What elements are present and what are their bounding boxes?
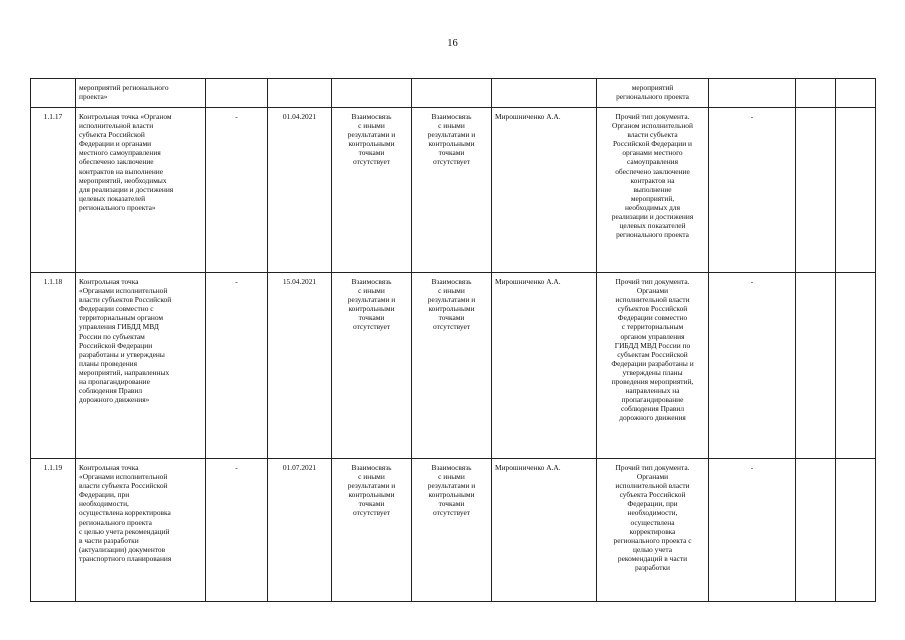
name-line: территориальным органом: [79, 313, 164, 323]
doc-line: разработки: [634, 563, 670, 573]
doc-line: дорожного движения: [619, 413, 686, 423]
cell-start: -: [206, 459, 268, 602]
doc-line: субъекта Российской: [619, 490, 686, 500]
successor-line: результатами и: [427, 481, 476, 491]
cell-extra-2: [836, 79, 876, 108]
cell-predecessors: [332, 79, 412, 108]
name-line: (актуализации) документов: [79, 544, 166, 554]
doc-line: органами местного: [622, 148, 683, 158]
doc-line: Органами: [636, 472, 669, 482]
cell-extra-2: [836, 273, 876, 459]
cell-level: -: [709, 273, 796, 459]
doc-line: с территориальным: [621, 322, 684, 332]
cell-num: [31, 79, 76, 108]
doc-line: Федерации, при: [627, 499, 678, 509]
doc-line: Прочий тип документа.: [615, 112, 690, 121]
doc-line: направленных на: [625, 386, 680, 396]
cell-level: -: [709, 108, 796, 273]
table-row: [31, 459, 876, 602]
doc-line: Федерации совместно: [617, 313, 688, 323]
successor-line: точками: [438, 148, 465, 158]
name-line: для реализации и достижения: [79, 184, 174, 194]
cell-level: -: [709, 459, 796, 602]
name-line: дорожного движения»: [79, 395, 150, 405]
doc-line: контрактов на: [630, 175, 675, 185]
name-line: на пропагандирование: [79, 377, 150, 387]
cell-successors: [412, 273, 492, 459]
name-line: «Органами исполнительной: [79, 472, 168, 482]
doc-line: ГИБДД МВД России по: [614, 340, 691, 350]
doc-line: выполнение: [633, 184, 672, 194]
name-line: России по субъектам: [79, 331, 145, 341]
predecessor-line: контрольными: [348, 139, 395, 149]
cell-end: 01.07.2021: [268, 459, 332, 602]
doc-line: Прочий тип документа.: [615, 277, 690, 286]
predecessor-line: с иными: [358, 472, 385, 482]
doc-line: утверждены планы: [622, 367, 683, 377]
cell-start: -: [206, 273, 268, 459]
predecessor-line: результатами и: [347, 481, 396, 491]
name-line: местного самоуправления: [79, 148, 161, 158]
name-line: мероприятий, необходимых: [79, 175, 167, 185]
doc-line: исполнительной власти: [615, 481, 690, 491]
control-points-table: [30, 78, 876, 602]
doc-line: осуществлена: [630, 517, 675, 527]
name-line: мероприятий регионального: [79, 83, 169, 92]
name-line: с целью учета рекомендаций: [79, 526, 170, 536]
name-line: управления ГИБДД МВД: [79, 322, 159, 332]
predecessor-line: Взаимосвязь: [351, 112, 392, 121]
name-line: Российской Федерации: [79, 340, 153, 350]
doc-line: регионального проекта: [616, 92, 689, 102]
doc-line: Органами: [636, 286, 669, 296]
doc-line: субъектов Российской: [617, 304, 688, 314]
name-line: Федерации, при: [79, 490, 130, 500]
cell-start: [206, 79, 268, 108]
successor-line: отсутствует: [433, 157, 470, 167]
doc-line: Российской Федерации и: [613, 139, 692, 149]
name-line: транспортного планирования: [79, 553, 172, 563]
name-line: осуществлена корректировка: [79, 508, 171, 518]
successor-line: с иными: [438, 286, 465, 296]
cell-start: -: [206, 108, 268, 273]
predecessor-line: с иными: [358, 286, 385, 296]
table-row-continuation: [31, 79, 876, 108]
cell-end: 15.04.2021: [268, 273, 332, 459]
table-body: [31, 79, 876, 602]
doc-line: регионального проекта: [616, 230, 689, 240]
successor-line: Взаимосвязь: [431, 277, 472, 286]
name-line: соблюдения Правил: [79, 386, 143, 396]
table-row: [31, 108, 876, 273]
cell-successors: [412, 108, 492, 273]
name-line: регионального проекта: [79, 517, 152, 527]
cell-end: [268, 79, 332, 108]
name-line: Контрольная точка: [79, 463, 139, 472]
cell-extra-2: [836, 108, 876, 273]
cell-successors: [412, 79, 492, 108]
cell-extra-1: [796, 459, 836, 602]
successor-line: результатами и: [427, 130, 476, 140]
cell-document: [597, 459, 709, 602]
name-line: планы проведения: [79, 358, 138, 368]
name-line: Контрольная точка «Органом: [79, 112, 172, 121]
successor-line: отсутствует: [433, 508, 470, 518]
cell-responsible: Мирошниченко А.А.: [492, 459, 597, 602]
doc-line: самоуправления: [626, 157, 679, 167]
name-line: власти субъектов Российской: [79, 295, 172, 305]
predecessor-line: отсутствует: [353, 508, 390, 518]
successor-line: точками: [438, 499, 465, 509]
doc-line: обеспечено заключение: [615, 166, 690, 176]
table-row: [31, 273, 876, 459]
doc-line: мероприятий: [631, 83, 674, 92]
predecessor-line: отсутствует: [353, 157, 390, 167]
predecessor-line: точками: [358, 148, 385, 158]
cell-name: [76, 108, 206, 273]
successor-line: точками: [438, 313, 465, 323]
cell-end: 01.04.2021: [268, 108, 332, 273]
name-line: разработаны и утверждены: [79, 349, 165, 359]
name-line: проекта»: [79, 92, 108, 102]
cell-document: [597, 108, 709, 273]
successor-line: контрольными: [428, 304, 475, 314]
name-line: исполнительной власти: [79, 121, 154, 131]
cell-document: [597, 79, 709, 108]
cell-predecessors: [332, 273, 412, 459]
cell-successors: [412, 459, 492, 602]
name-line: субъекта Российской: [79, 130, 145, 140]
successor-line: Взаимосвязь: [431, 463, 472, 472]
doc-line: исполнительной власти: [615, 295, 690, 305]
cell-extra-2: [836, 459, 876, 602]
doc-line: целью учета: [633, 544, 672, 554]
predecessor-line: точками: [358, 313, 385, 323]
cell-name: [76, 273, 206, 459]
successor-line: результатами и: [427, 295, 476, 305]
successor-line: с иными: [438, 472, 465, 482]
name-line: «Органами исполнительной: [79, 286, 168, 296]
cell-responsible: Мирошниченко А.А.: [492, 108, 597, 273]
predecessor-line: результатами и: [347, 295, 396, 305]
name-line: мероприятий, направленных: [79, 367, 170, 377]
doc-line: целевых показателей: [619, 221, 686, 231]
cell-name: [76, 79, 206, 108]
cell-responsible: [492, 79, 597, 108]
doc-line: соблюдения Правил: [620, 404, 685, 414]
name-line: необходимости,: [79, 499, 129, 509]
cell-extra-1: [796, 108, 836, 273]
name-line: Федерации и органами: [79, 139, 152, 149]
doc-line: корректировка: [629, 526, 676, 536]
doc-line: рекомендаций в части: [617, 553, 688, 563]
predecessor-line: контрольными: [348, 304, 395, 314]
name-line: Контрольная точка: [79, 277, 139, 286]
cell-level: [709, 79, 796, 108]
cell-name: [76, 459, 206, 602]
successor-line: контрольными: [428, 139, 475, 149]
doc-line: власти субъекта: [627, 130, 678, 140]
cell-predecessors: [332, 459, 412, 602]
cell-num: 1.1.17: [31, 108, 76, 273]
successor-line: Взаимосвязь: [431, 112, 472, 121]
name-line: регионального проекта»: [79, 202, 156, 212]
doc-line: необходимых для: [624, 202, 681, 212]
cell-num: 1.1.18: [31, 273, 76, 459]
doc-line: мероприятий,: [630, 193, 675, 203]
doc-line: регионального проекта с: [613, 535, 692, 545]
doc-line: реализации и достижения: [611, 212, 694, 222]
doc-line: органом управления: [620, 331, 685, 341]
name-line: в части разработки: [79, 535, 139, 545]
name-line: обеспечено заключение: [79, 157, 154, 167]
name-line: Федерации совместно с: [79, 304, 154, 314]
doc-line: необходимости,: [627, 508, 678, 518]
name-line: власти субъекта Российской: [79, 481, 168, 491]
name-line: контрактов на выполнение: [79, 166, 164, 176]
cell-num: 1.1.19: [31, 459, 76, 602]
name-line: целевых показателей: [79, 193, 146, 203]
doc-line: Федерации разработаны и: [611, 358, 694, 368]
doc-line: Прочий тип документа.: [615, 463, 690, 472]
cell-document: [597, 273, 709, 459]
predecessor-line: результатами и: [347, 130, 396, 140]
predecessor-line: точками: [358, 499, 385, 509]
predecessor-line: контрольными: [348, 490, 395, 500]
predecessor-line: с иными: [358, 121, 385, 131]
predecessor-line: отсутствует: [353, 322, 390, 332]
doc-line: Органом исполнительной: [612, 121, 693, 131]
predecessor-line: Взаимосвязь: [351, 463, 392, 472]
cell-responsible: Мирошниченко А.А.: [492, 273, 597, 459]
successor-line: с иными: [438, 121, 465, 131]
cell-extra-1: [796, 79, 836, 108]
cell-predecessors: [332, 108, 412, 273]
doc-line: проведения мероприятий,: [611, 377, 694, 387]
doc-line: пропагандирование: [621, 395, 684, 405]
doc-line: субъектам Российской: [617, 349, 688, 359]
predecessor-line: Взаимосвязь: [351, 277, 392, 286]
page-number: 16: [447, 38, 458, 49]
successor-line: контрольными: [428, 490, 475, 500]
successor-line: отсутствует: [433, 322, 470, 332]
cell-extra-1: [796, 273, 836, 459]
